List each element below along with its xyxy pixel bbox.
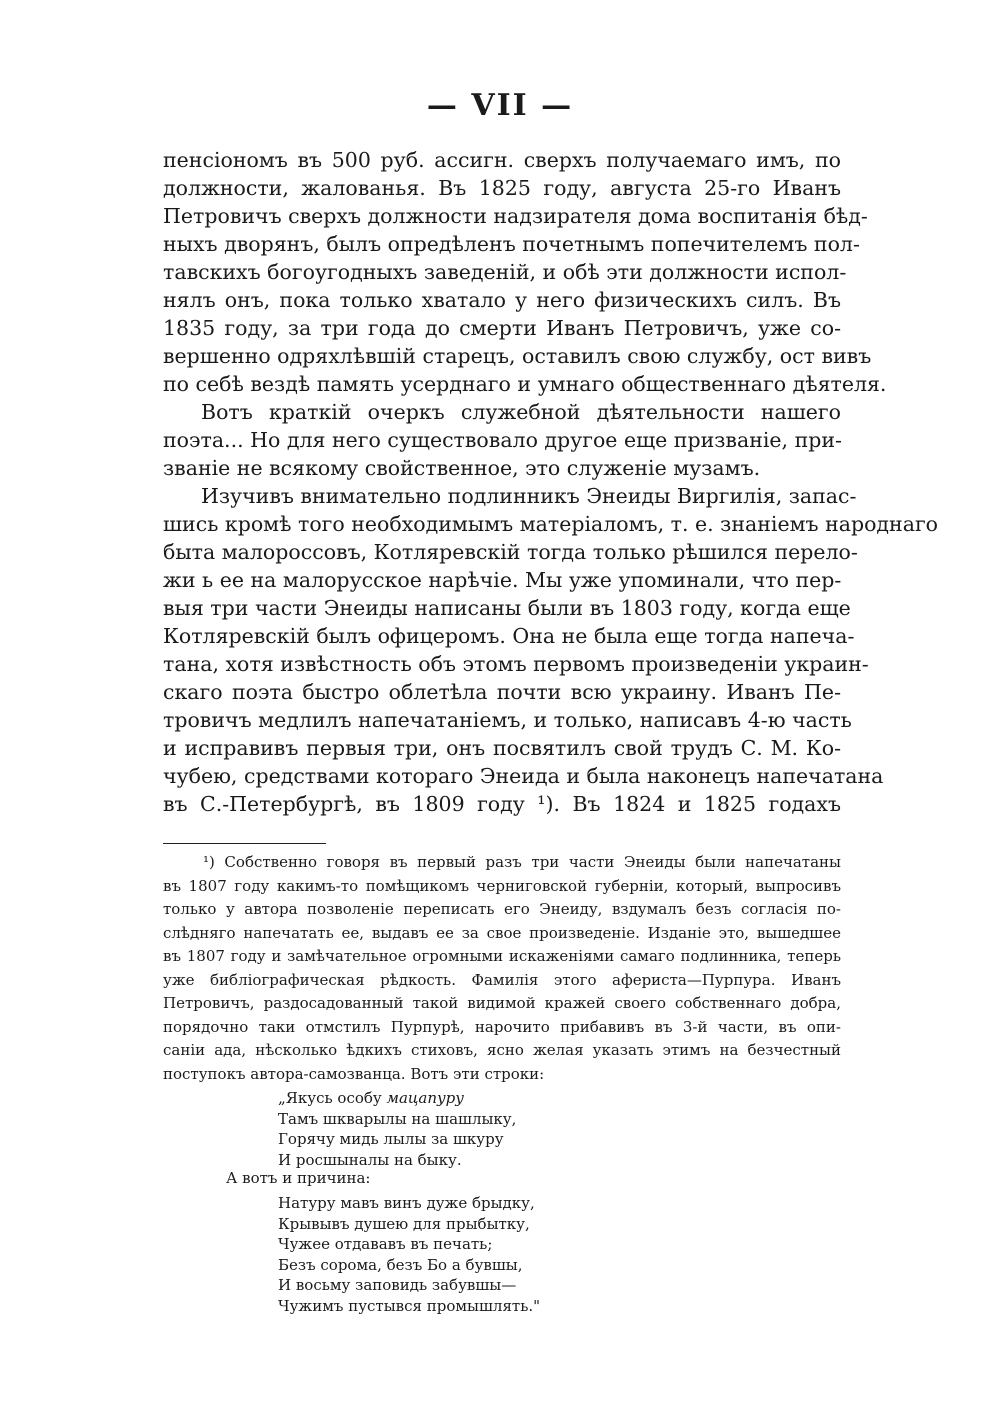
text-line: Котляревскій былъ офицеромъ. Она не была еще тогда напеча- bbox=[163, 624, 855, 648]
footnote-line: порядочно таки отмстилъ Пурпурѣ, нарочито прибавивъ въ 3-й части, въ опи- bbox=[163, 1017, 841, 1036]
verse-line: И росшыналы на быку. bbox=[278, 1150, 462, 1169]
text-line: тавскихъ богоугодныхъ заведеній, и обѣ эти должности испол- bbox=[163, 260, 847, 284]
verse-block-1 bbox=[278, 1088, 698, 1170]
text-line: Вотъ краткій очеркъ служебной дѣятельности нашего bbox=[201, 400, 841, 424]
text-line: Изучивъ внимательно подлинникъ Энеиды Виргилія, запас- bbox=[201, 484, 857, 508]
text-line: и исправивъ первыя три, онъ посвятилъ свой трудъ С. М. Ко- bbox=[163, 736, 841, 760]
text-line: выя три части Энеиды написаны были въ 1803 году, когда еще bbox=[163, 596, 851, 620]
footnote-line: саніи ада, нѣсколько ѣдкихъ стиховъ, ясно желая указать этимъ на безчестный bbox=[163, 1041, 841, 1059]
verse-line: Крывывъ душею для прыбытку, bbox=[278, 1214, 530, 1233]
text-line: въ С.-Петербургѣ, въ 1809 году ¹). Въ 1824 и 1825 годахъ bbox=[163, 792, 841, 816]
verse-block-2 bbox=[278, 1193, 698, 1316]
footnote-line: въ 1807 году и замѣчательное огромными искаженіями самаго подлинника, теперь bbox=[163, 947, 841, 965]
footnote bbox=[163, 851, 841, 1086]
text-line: тана, хотя извѣстность объ этомъ первомъ произведеніи украин- bbox=[163, 652, 869, 676]
footnote-line: только у автора позволеніе переписать его Энеиду, вздумалъ безъ согласія по- bbox=[163, 900, 841, 918]
page-number: — VII — bbox=[426, 88, 574, 123]
text-line: по себѣ вездѣ память усерднаго и умнаго общественнаго дѣятеля. bbox=[163, 372, 887, 396]
text-line: шись кромѣ того необходимымъ матеріаломъ, т. е. знаніемъ народнаго bbox=[163, 512, 939, 536]
verse-line: Чужимъ пустывся промышлять." bbox=[278, 1296, 541, 1315]
verse-intro: А вотъ и причина: bbox=[226, 1169, 371, 1187]
footnote-line: поступокъ автора-самозванца. Вотъ эти строки: bbox=[163, 1064, 545, 1083]
text-line: скаго поэта быстро облетѣла почти всю украину. Иванъ Пе- bbox=[163, 680, 841, 704]
verse-line-prefix: „Якусь особу bbox=[278, 1089, 382, 1107]
verse-line: Горячу мидь лылы за шкуру bbox=[278, 1130, 504, 1148]
verse-line: Тамъ шкварылы на шашлыку, bbox=[278, 1109, 517, 1128]
text-line: поэта... Но для него существовало другое еще призваніе, при- bbox=[163, 428, 842, 452]
verse-line: И восьму заповидь забувшы— bbox=[278, 1276, 517, 1294]
text-line: нялъ онъ, пока только хватало у него физическихъ силъ. Въ bbox=[163, 288, 841, 312]
text-line: тровичъ медлилъ напечатаніемъ, и только, написавъ 4-ю часть bbox=[163, 708, 852, 732]
text-line: чубею, средствами котораго Энеида и была наконецъ напечатана bbox=[163, 764, 884, 788]
text-line: быта малороссовъ, Котляревскій тогда только рѣшился перело- bbox=[163, 540, 858, 564]
footnote-line: слѣдняго напечатать ее, выдавъ ее за свое произведеніе. Изданіе это, вышедшее bbox=[163, 923, 841, 942]
verse-line: Безъ сорома, безъ Бо а бувшы, bbox=[278, 1255, 523, 1274]
text-line: званіе не всякому свойственное, это служеніе музамъ. bbox=[163, 456, 761, 480]
verse-line: Натуру мавъ винъ дуже брыдку, bbox=[278, 1194, 535, 1212]
main-text bbox=[163, 146, 939, 818]
text-line: должности, жалованья. Въ 1825 году, августа 25-го Иванъ bbox=[163, 176, 841, 200]
footnote-line: Петровичъ, раздосадованный такой видимой кражей своего собственнаго добра, bbox=[163, 994, 841, 1012]
footnote-line: ¹) Собственно говоря въ первый разъ три части Энеиды были напечатаны bbox=[203, 853, 841, 871]
text-line: жи ь ее на малорусское нарѣчіе. Мы уже упоминали, что пер- bbox=[163, 568, 842, 592]
verse-italic-word: мацапуру bbox=[386, 1089, 464, 1107]
text-line: 1835 году, за три года до смерти Иванъ Петровичъ, уже со- bbox=[163, 316, 841, 340]
text-line: вершенно одряхлѣвшій старецъ, оставилъ свою службу, ост вивъ bbox=[163, 344, 872, 368]
footnote-divider bbox=[163, 843, 326, 844]
text-line: пенсіономъ въ 500 руб. ассигн. сверхъ получаемаго имъ, по bbox=[163, 148, 841, 172]
footnote-line: уже библіографическая рѣдкость. Фамилія этого афериста—Пурпура. Иванъ bbox=[163, 970, 841, 989]
verse-line: Чужее отдававъ въ печать; bbox=[278, 1235, 493, 1253]
footnote-line: въ 1807 году какимъ-то помѣщикомъ черниговской губерніи, который, выпросивъ bbox=[163, 876, 841, 895]
verse-line bbox=[278, 1088, 698, 1109]
text-line: Петровичъ сверхъ должности надзирателя дома воспитанія бѣд- bbox=[163, 204, 868, 228]
text-line: ныхъ дворянъ, былъ опредѣленъ почетнымъ попечителемъ пол- bbox=[163, 232, 860, 256]
